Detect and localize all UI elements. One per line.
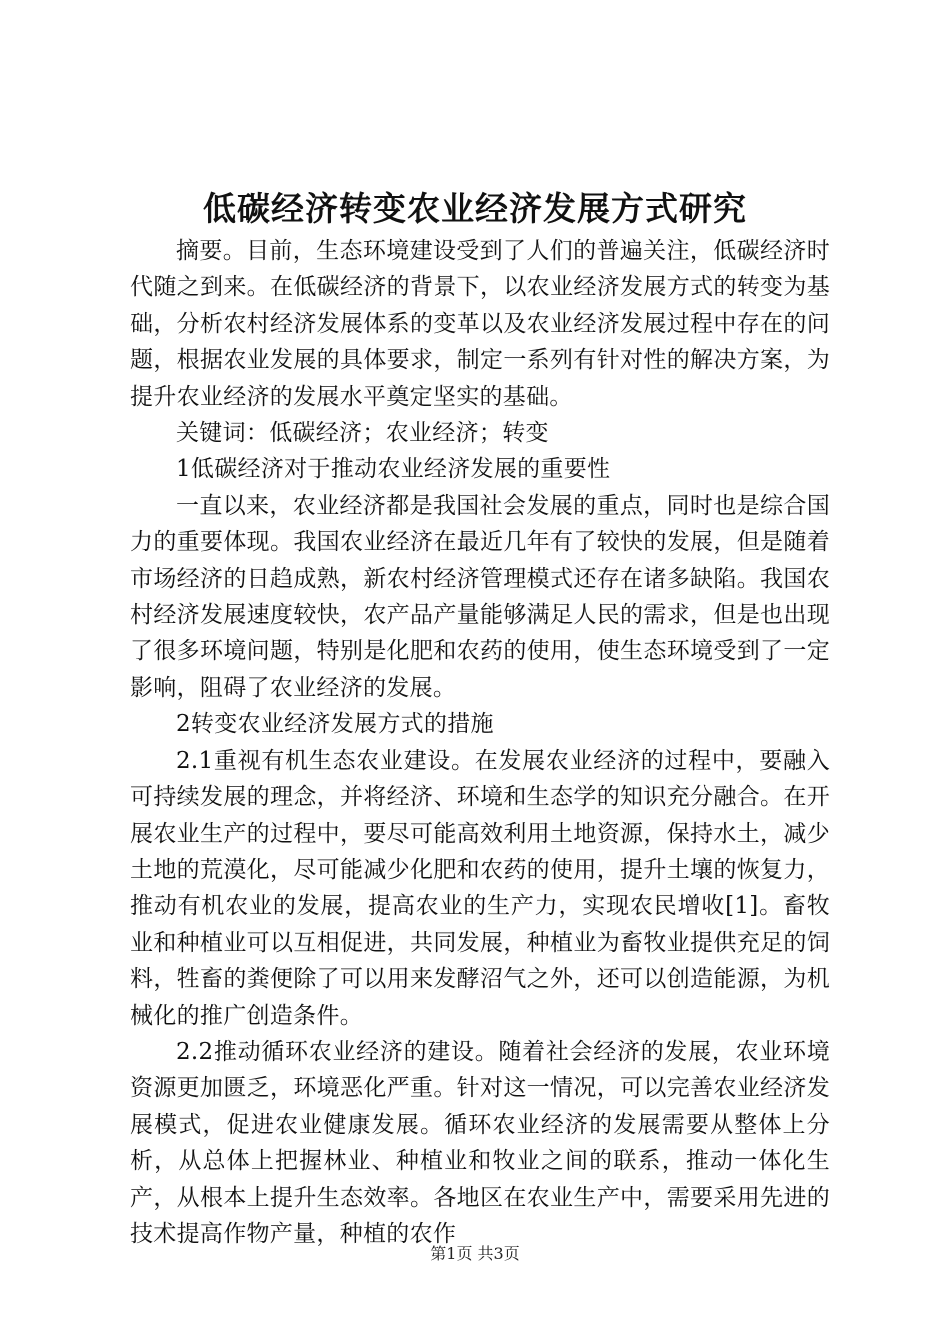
body-paragraph: 一直以来，农业经济都是我国社会发展的重点，同时也是综合国力的重要体现。我国农业经济在最近几年有了较快的发展，但是随着市场经济的日趋成熟，新农村经济管理模式还存在诸多缺陷。我国农村经济发展速度较快，农产品产量能够满足人民的需求，但是也出现了很多环境问题，特别是化肥和农药的使用，使生态环境受到了一定影响，阻碍了农业经济的发展。 (130, 492, 830, 701)
body-paragraph: 2.1重视有机生态农业建设。在发展农业经济的过程中，要融入可持续发展的理念，并将经济、环境和生态学的知识充分融合。在开展农业生产的过程中，要尽可能高效利用土地资源，保持水土，减少土地的荒漠化，尽可能减少化肥和农药的使用，提升土壤的恢复力，推动有机农业的发展，提高农业的生产力，实现农民增收[1]。畜牧业和种植业可以互相促进，共同发展，种植业为畜牧业提供充足的饲料，牲畜的粪便除了可以用来发酵沼气之外，还可以创造能源，为机械化的推广创造条件。 (130, 747, 830, 1029)
keywords-paragraph: 关键词：低碳经济；农业经济；转变 (176, 420, 549, 447)
abstract-paragraph: 摘要。目前，生态环境建设受到了人们的普遍关注，低碳经济时代随之到来。在低碳经济的背景下，以农业经济发展方式的转变为基础，分析农村经济发展体系的变革以及农业经济发展过程中存在的问题，根据农业发展的具体要求，制定一系列有针对性的解决方案，为提升农业经济的发展水平奠定坚实的基础。 (130, 238, 830, 410)
document-body (130, 233, 830, 1252)
document-title: 低碳经济转变农业经济发展方式研究 (203, 189, 747, 228)
section-heading-1: 1低碳经济对于推动农业经济发展的重要性 (176, 456, 611, 483)
body-paragraph: 2.2推动循环农业经济的建设。随着社会经济的发展，农业环境资源更加匮乏，环境恶化严重。针对这一情况，可以完善农业经济发展模式，促进农业健康发展。循环农业经济的发展需要从整体上分析，从总体上把握林业、种植业和牧业之间的联系，推动一体化生产，从根本上提升生态效率。各地区在农业生产中，需要采用先进的技术提高作物产量，种植的农作 (130, 1038, 830, 1247)
section-heading-2: 2转变农业经济发展方式的措施 (176, 711, 494, 738)
page-footer: 第1页 共3页 (430, 1244, 520, 1263)
